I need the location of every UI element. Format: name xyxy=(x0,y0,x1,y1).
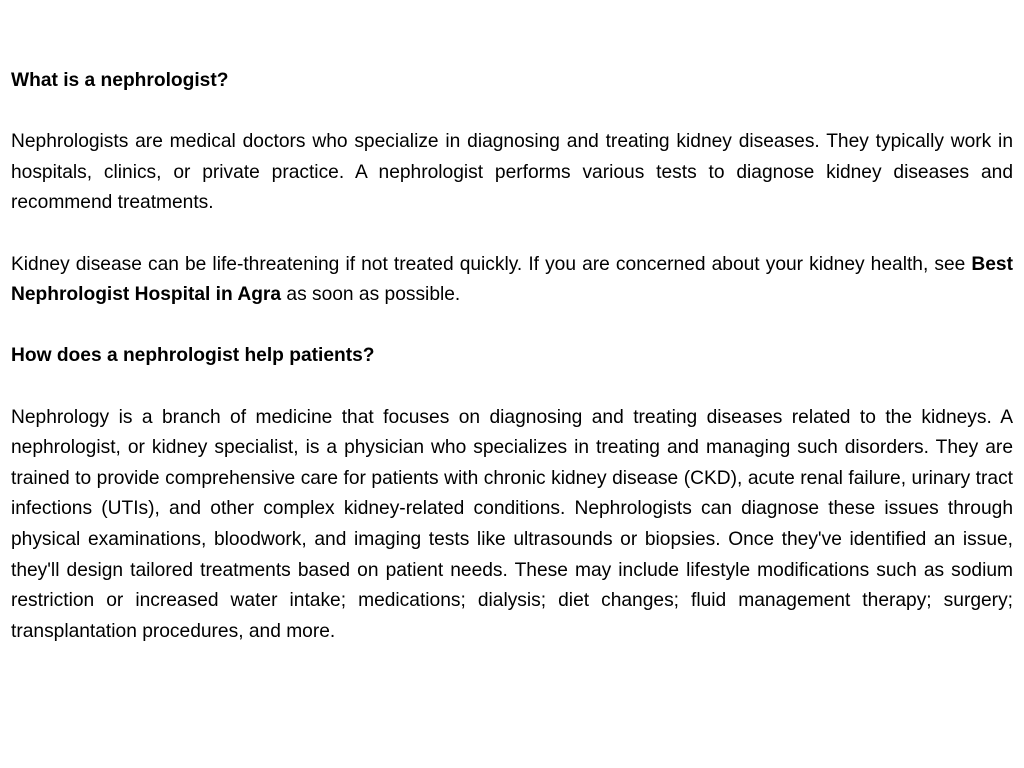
paragraph-definition: Nephrologists are medical doctors who specialize in diagnosing and treating kidney diseases. They typically work in hospitals, clinics, or private practice. A nephrologist performs various tests to diagnose kidney diseases and recommend treatments. xyxy=(11,131,1013,214)
heading-what-is-nephrologist: What is a nephrologist? xyxy=(11,70,229,91)
hospital-link-text[interactable]: Best Nephrologist Hospital in Agra xyxy=(11,253,1013,306)
heading-how-nephrologist-helps: How does a nephrologist help patients? xyxy=(11,345,375,367)
paragraph-kidney-disease-text-before: Kidney disease can be life-threatening if not treated quickly. If you are concerned about your kidney health, see xyxy=(11,253,972,275)
paragraph-kidney-disease xyxy=(11,250,1013,311)
paragraph-kidney-disease-text-after: as soon as possible. xyxy=(281,284,461,306)
paragraph-nephrology-overview: Nephrology is a branch of medicine that focuses on diagnosing and treating diseases related to the kidneys. A nephrologist, or kidney specialist, is a physician who specializes in treating and managing such disorders. They are trained to provide comprehensive care for patients with chronic kidney disease (CKD), acute renal failure, urinary tract infections (UTIs), and other complex kidney-related conditions. Nephrologists can diagnose these issues through physical examinations, bloodwork, and imaging tests like ultrasounds or biopsies. Once they've identified an issue, they'll design tailored treatments based on patient needs. These may include lifestyle modifications such as sodium restriction or increased water intake; medications; dialysis; diet changes; fluid management therapy; surgery; transplantation procedures, and more. xyxy=(11,406,1013,642)
article-body xyxy=(11,66,1013,678)
